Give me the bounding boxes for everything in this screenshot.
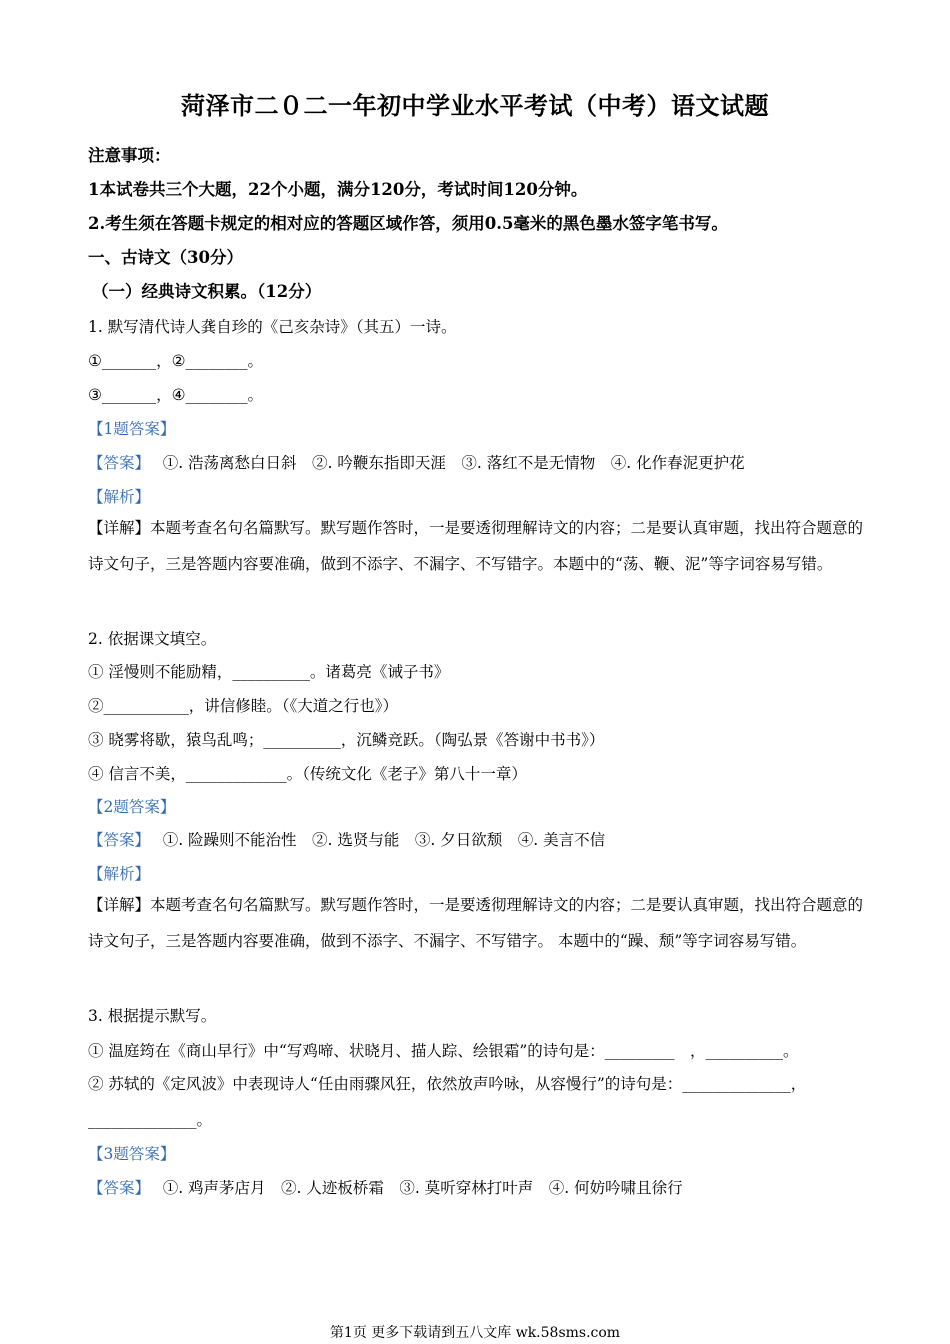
q1-answer [88,453,878,473]
notice-item-2: 2.考生须在答题卡规定的相对应的答题区域作答，须用0.5毫米的黑色墨水签字笔书写。 [88,214,728,233]
subsection-heading: （一）经典诗文积累。（12分） [92,282,322,301]
q1-prompt: 1. 默写清代诗人龚自珍的《己亥杂诗》（其五）一诗。 [88,318,457,336]
q1-analysis-tag: 【解析】 [88,488,151,506]
q2-answer-text: ①. 险躁则不能治性 ②. 选贤与能 ③. 夕日欲颓 ④. 美言不信 [162,831,606,849]
q3-blank-line-1: ① 温庭筠在《商山早行》中“写鸡啼、状晓月、描人踪、绘银霜”的诗句是：_________ ，__________。 [88,1042,799,1060]
q3-answer [88,1178,878,1198]
q2-blank-line-2: ②___________，讲信修睦。（《大道之行也》） [88,697,399,715]
q2-analysis-tag: 【解析】 [88,865,151,883]
q3-blank-line-2: ② 苏轼的《定风波》中表现诗人“任由雨骤风狂，依然放声吟咏，从容慢行”的诗句是：______________， [88,1075,807,1093]
q2-prompt: 2. 依据课文填空。 [88,630,217,648]
q1-blank-line-2: ③_______，④________。 [88,386,264,404]
q1-answer-tag: 【1题答案】 [88,420,176,438]
q2-blank-line-4: ④ 信言不美，_____________。（传统文化《老子》第八十一章） [88,765,527,783]
q3-prompt: 3. 根据提示默写。 [88,1007,217,1025]
page-title: 菏泽市二０二一年初中学业水平考试（中考）语文试题 [181,91,769,120]
page-footer: 第1页 更多下载请到五八文库 wk.58sms.com [329,1325,621,1341]
q3-answer-text: ①. 鸡声茅店月 ②. 人迹板桥霜 ③. 莫听穿林打叶声 ④. 何妨吟啸且徐行 [162,1179,683,1197]
q1-blank-line-1: ①_______，②________。 [88,352,264,370]
notice-item-1: 1本试卷共三个大题，22个小题，满分120分，考试时间120分钟。 [88,180,588,199]
q1-answer-text: ①. 浩荡离愁白日斜 ②. 吟鞭东指即天涯 ③. 落红不是无情物 ④. 化作春泥更护花 [162,454,745,472]
q2-blank-line-3: ③ 晓雾将歇，猿鸟乱鸣；__________，沉鳞竞跃。（陶弘景《答谢中书书》） [88,731,605,749]
notice-heading: 注意事项： [88,146,171,165]
q2-answer-label: 【答案】 [88,831,143,849]
q1-answer-label: 【答案】 [88,454,143,472]
q2-answer [88,830,878,850]
q3-blank-line-2b: ______________。 [88,1111,213,1129]
q2-detail: 【详解】本题考查名句名篇默写。默写题作答时，一是要透彻理解诗文的内容；二是要认真审题，找出符合题意的诗文句子，三是答题内容要准确，做到不添字、不漏字、不写错字。 本题中的“躁、颓”等字词容易写错。 [88,896,864,950]
q2-blank-line-1: ① 淫慢则不能励精，__________。诸葛亮《诫子书》 [88,663,450,681]
section-heading: 一、古诗文（30分） [88,248,243,267]
q1-detail: 【详解】本题考查名句名篇默写。默写题作答时，一是要透彻理解诗文的内容；二是要认真审题，找出符合题意的诗文句子，三是答题内容要准确，做到不添字、不漏字、不写错字。本题中的“荡、鞭、泥”等字词容易写错。 [88,519,864,573]
q2-answer-tag: 【2题答案】 [88,798,176,816]
q3-answer-label: 【答案】 [88,1179,143,1197]
q3-answer-tag: 【3题答案】 [88,1145,176,1163]
